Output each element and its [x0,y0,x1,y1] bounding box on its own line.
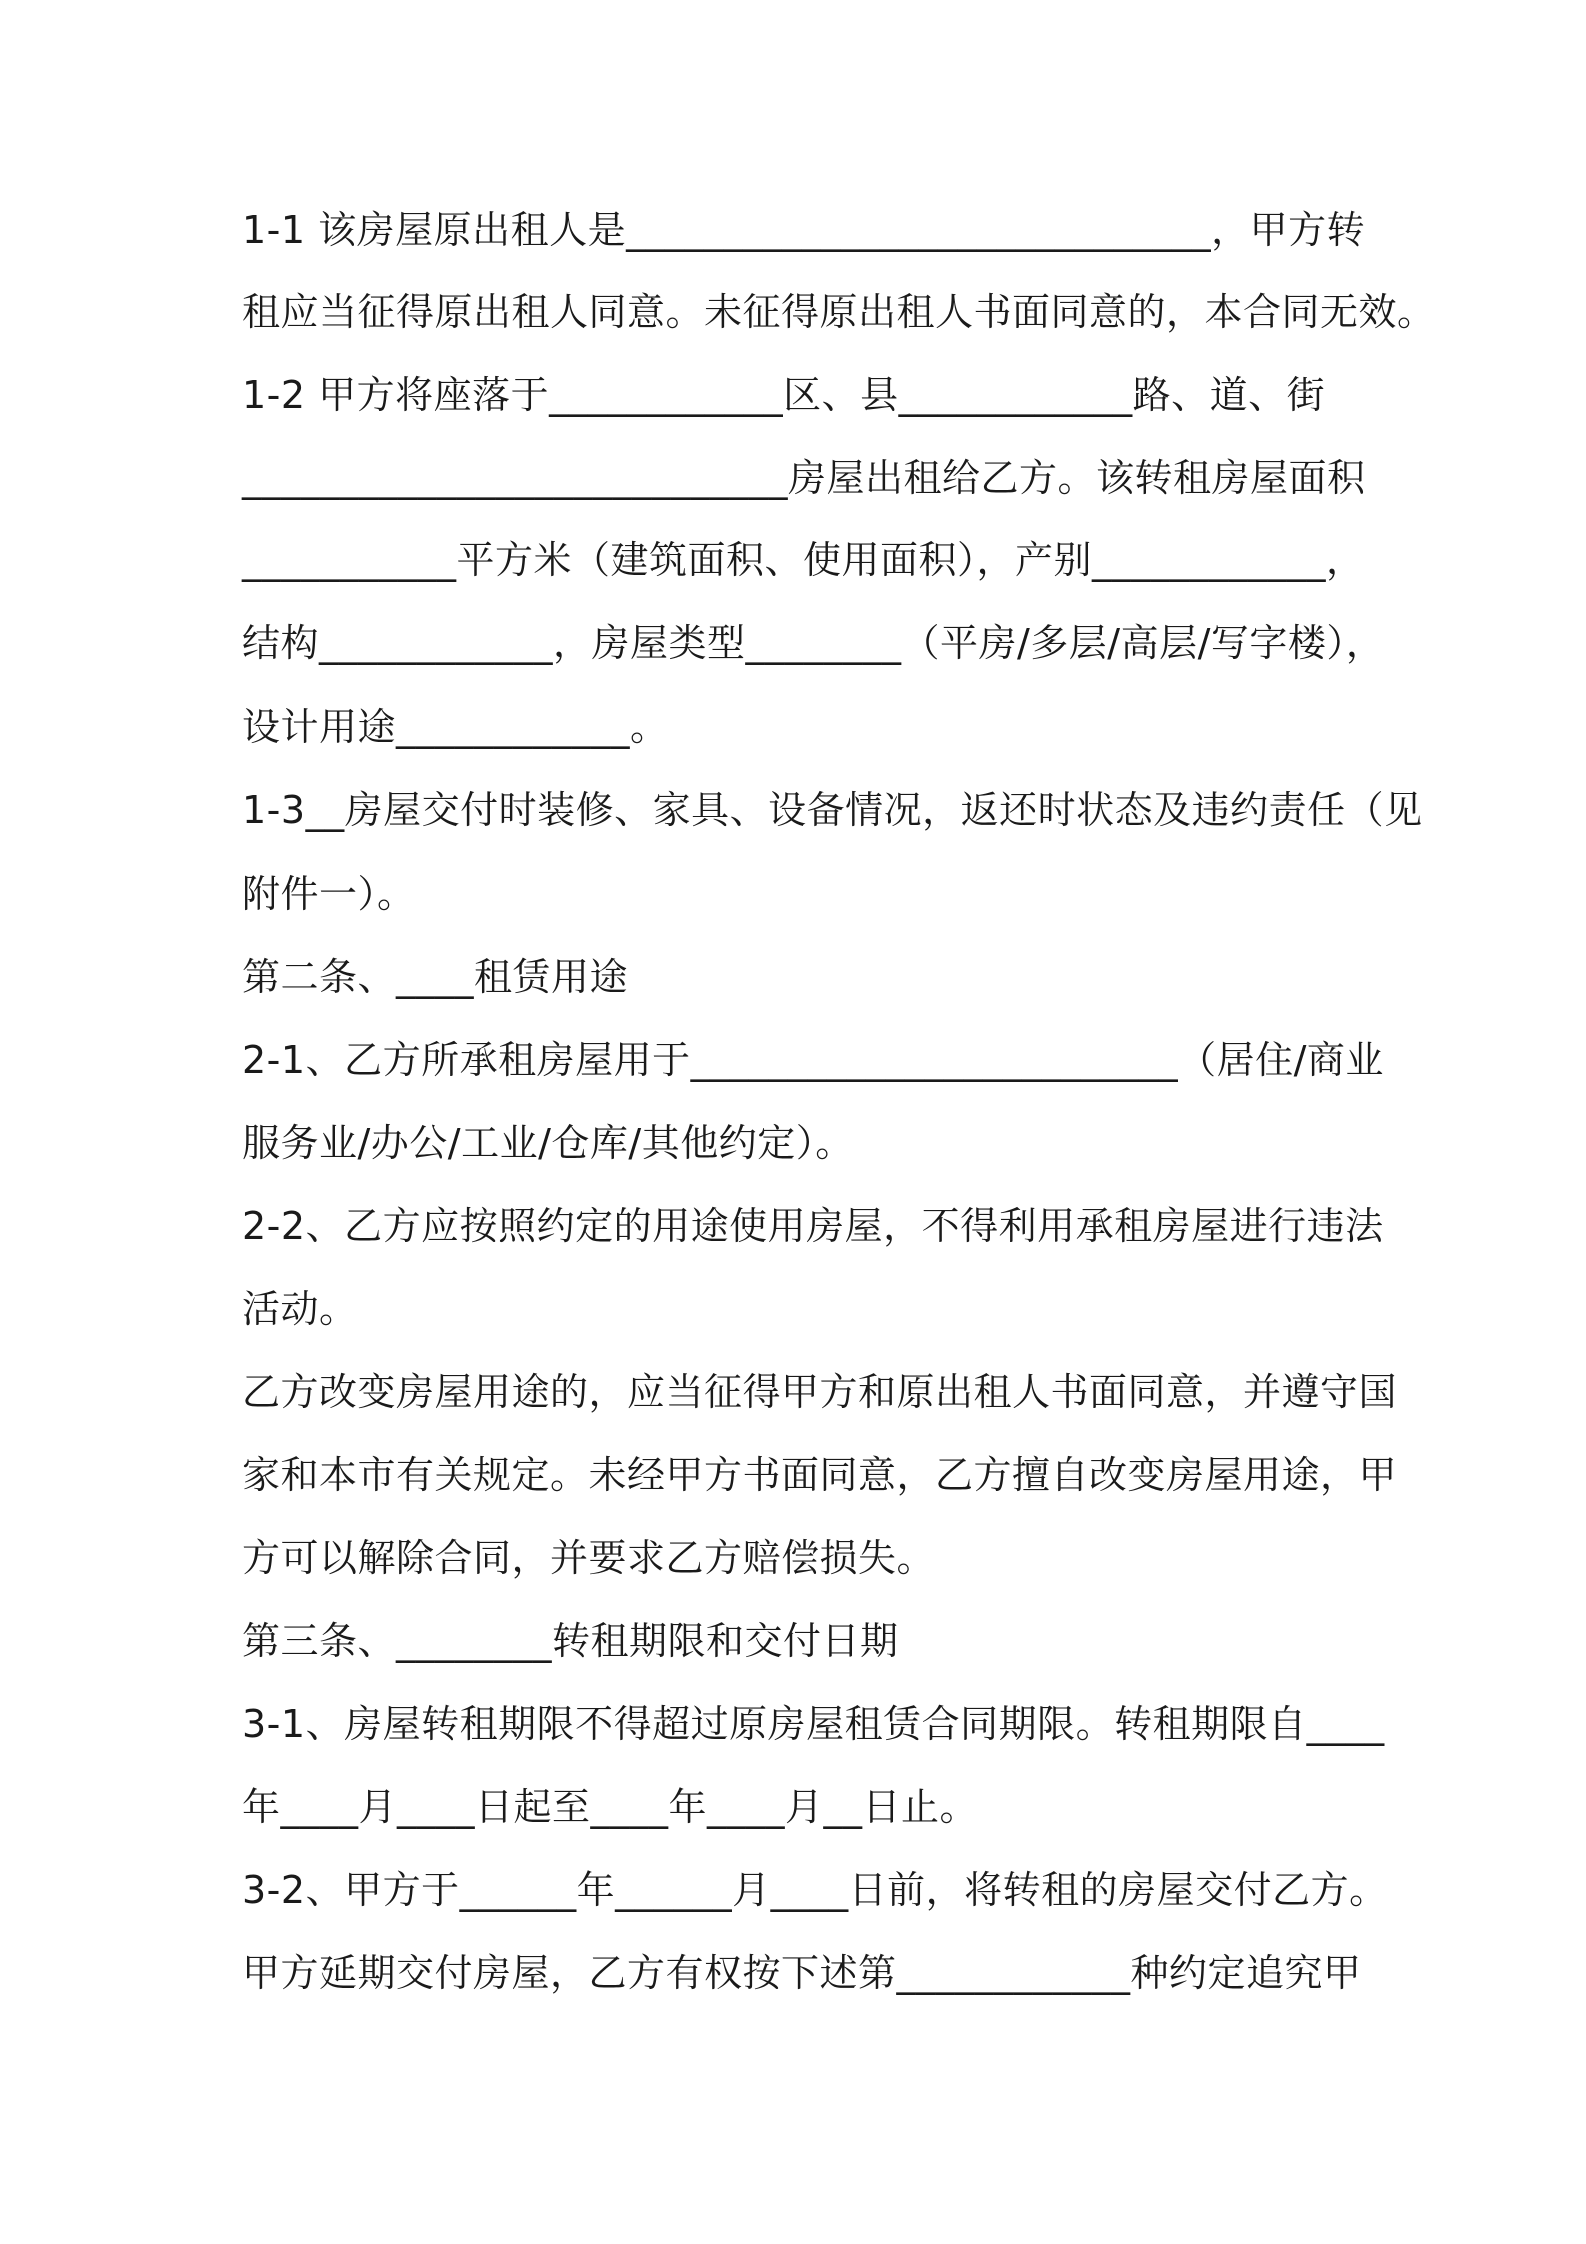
clause-2-2-paragraph-line-3: 方可以解除合同，并要求乙方赔偿损失。 [242,1536,936,1580]
clause-1-1-line-1: 1-1 该房屋原出租人是______________________________，甲方转 [242,208,1366,252]
clause-3-1-line-2: 年____月____日起至____年____月__日止。 [242,1785,979,1829]
clause-1-2-line-2: ____________________________房屋出租给乙方。该转租房屋面积 [242,456,1366,500]
clause-2-2-line-1: 2-2、乙方应按照约定的用途使用房屋，不得利用承租房屋进行违法 [242,1204,1384,1248]
article-2-heading: 第二条、____租赁用途 [242,955,629,999]
clause-3-2-line-1: 3-2、甲方于______年______月____日前，将转租的房屋交付乙方。 [242,1868,1388,1912]
clause-2-1-line-1: 2-1、乙方所承租房屋用于_________________________（居住/商业 [242,1038,1384,1082]
clause-3-1-line-1: 3-1、房屋转租期限不得超过原房屋租赁合同期限。转租期限自____ [242,1702,1385,1746]
clause-1-2-line-3: ___________平方米（建筑面积、使用面积），产别____________， [242,538,1365,582]
clause-2-2-paragraph-line-2: 家和本市有关规定。未经甲方书面同意，乙方擅自改变房屋用途，甲 [242,1453,1398,1497]
clause-3-2-line-2: 甲方延期交付房屋，乙方有权按下述第____________种约定追究甲 [242,1951,1362,1995]
clause-1-3-line-1: 1-3__房屋交付时装修、家具、设备情况，返还时状态及违约责任（见 [242,788,1423,832]
clause-1-2-line-1: 1-2 甲方将座落于____________区、县____________路、道、街 [242,373,1326,417]
clause-1-2-line-4: 结构____________，房屋类型________（平房/多层/高层/写字楼）， [242,621,1385,665]
clause-1-1-line-2: 租应当征得原出租人同意。未征得原出租人书面同意的，本合同无效。 [242,290,1436,334]
clause-2-2-line-2: 活动。 [242,1287,358,1331]
clause-1-3-line-2: 附件一）。 [242,872,416,916]
clause-2-1-line-2: 服务业/办公/工业/仓库/其他约定）。 [242,1121,854,1165]
clause-1-2-line-5: 设计用途____________。 [242,705,669,749]
article-3-heading: 第三条、________转租期限和交付日期 [242,1619,899,1663]
clause-2-2-paragraph-line-1: 乙方改变房屋用途的，应当征得甲方和原出租人书面同意，并遵守国 [242,1370,1398,1414]
